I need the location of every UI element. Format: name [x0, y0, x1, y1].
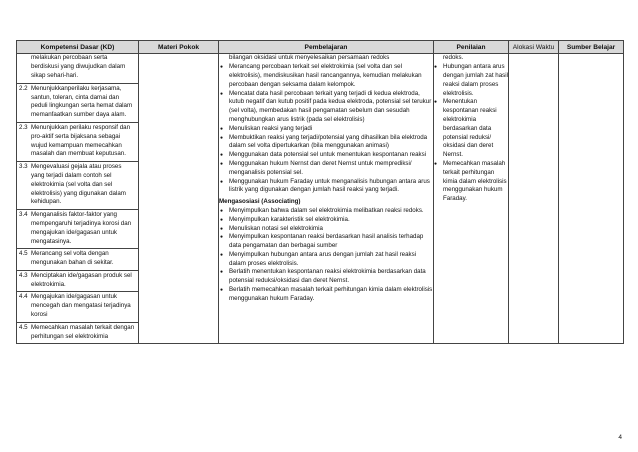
kd-item: 3.4 Menganalisis faktor-faktor yang mempengaruhi terjadinya korosi dan mengajukan ide/gagasan untuk mengatasinya.: [17, 210, 138, 249]
asosiasi-bullet: ● Menyimpulkan bahwa dalam sel elektrokimia melibatkan reaksi redoks.: [219, 207, 433, 216]
penilaian-column: [434, 54, 509, 344]
asosiasi-bullet: ● Berlatih memecahkan masalah terkait perhitungan kimia dalam elektrolisis menggunakan hukum Faraday.: [219, 286, 433, 304]
header-sumber-belajar: Sumber Belajar: [559, 41, 624, 54]
section-heading-mengasosiasi: Mengasosiasi (Associating): [219, 198, 301, 206]
header-materi-pokok: Materi Pokok: [139, 41, 219, 54]
kd-item: 4.5 Memecahkan masalah terkait dengan perhitungan sel elektrokimia: [19, 323, 135, 340]
header-penilaian: Penilaian: [434, 41, 509, 54]
sumber-belajar-column: [559, 54, 624, 344]
header-alokasi-waktu: Alokasi Waktu: [509, 41, 559, 54]
kd-item: 4.5 Merancang sel volta dengan mengunakan bahan di sekitar.: [17, 249, 138, 271]
kd-item: 4.3 Menciptakan ide/gagasan produk sel elektrokimia.: [17, 271, 138, 293]
pembelajaran-bullet: ● Menggunakan hukum Faraday untuk menganalisis hubungan antara arus listrik yang digunakan dengan jumlah hasil reaksi yang terjadi.: [219, 178, 433, 196]
penilaian-bullet: ● Memecahkan masalah terkait perhitungan kimia dalam elektrolisis menggunakan hukum Faraday.: [434, 160, 508, 204]
materi-pokok-column: [139, 54, 219, 344]
syllabus-table: [16, 40, 624, 344]
pembelajaran-bullet: ● Merancang percobaan terkait sel elektrokimia (sel volta dan sel elektrolisis), mendiskusikan hasil rancangannya, kemudian melakukan percobaan dengan seksama dalam kelompok.: [219, 63, 433, 89]
kd-item: 2.2 Menunjukkanperilaku kerjasama, santun, toleran, cinta damai dan peduli lingkungan serta hemat dalam memanfaatkan sumber daya alam.: [17, 84, 138, 123]
kd-column: [17, 54, 139, 344]
pembelajaran-column: [219, 54, 434, 344]
pembelajaran-bullet: ● Menggunakan data potensial sel untuk menentukan kespontanan reaksi: [219, 151, 433, 160]
kd-continuation: melakukan percobaan serta berdiskusi yang diwujudkan dalam sikap sehari-hari.: [17, 54, 138, 83]
pembelajaran-bullet: ● Membuktikan reaksi yang terjadi/potensial yang dihasilkan bila elektroda dalam sel volta dipertukarkan (bila menggunakan animasi): [219, 134, 433, 152]
penilaian-bullet: ● Hubungan antara arus dengan jumlah zat hasil reaksi dalam proses elektrolisis.: [434, 63, 508, 98]
penilaian-continuation: redoks.: [443, 54, 464, 62]
pembelajaran-continuation: bilangan oksidasi untuk menyelesaikan persamaan redoks: [229, 54, 390, 62]
kd-item: 2.3 Menunjukkan perilaku responsif dan pro-aktif serta bijaksana sebagai wujud kemampuan memecahkan masalah dan membuat keputusan.: [17, 123, 138, 162]
header-pembelajaran: Pembelajaran: [219, 41, 434, 54]
asosiasi-bullet: ● Menyimpulkan kespontanan reaksi berdasarkan hasil analisis terhadap data pengamatan dan berbagai sumber: [219, 233, 433, 251]
pembelajaran-bullet: ● Mencatat data hasil percobaan terkait yang terjadi di kedua elektroda, kutub negatif dan kutub positif pada kedua elektroda, potensial sel terukur (sel volta), membedakan hasil pengamatan sebelum dan sesudah menghubungkan arus listrik (pada sel elektrolisis): [219, 90, 433, 125]
asosiasi-bullet: ● Berlatih menentukan kespontanan reaksi elektrokimia berdasarkan data potensial reduksi/oksidasi dan deret Nernst.: [219, 268, 433, 286]
pembelajaran-bullet: ● Menuliskan reaksi yang terjadi: [219, 125, 433, 134]
pembelajaran-bullet: ● Menggunakan hukum Nernst dan deret Nernst untuk memprediksi/ menganalisis potensial sel.: [219, 160, 433, 178]
asosiasi-bullet: ● Menuliskan notasi sel elektrokimia: [219, 225, 433, 234]
asosiasi-bullet: ● Menyimpulkan hubungan antara arus dengan jumlah zat hasil reaksi dalam proses elektrolisis.: [219, 251, 433, 269]
kd-item: 3.3 Mengevaluasi gejala atau proses yang terjadi dalam contoh sel elektrokimia (sel volta dan sel elektrolisis) yang digunakan dalam kehidupan.: [17, 162, 138, 210]
page-number: 4: [618, 434, 622, 441]
alokasi-waktu-column: [509, 54, 559, 344]
kd-item: 4.4 Mengajukan ide/gagasan untuk mencegah dan mengatasi terjadinya korosi: [17, 292, 138, 322]
penilaian-bullet: ● Menentukan kespontanan reaksi elektrokimia berdasarkan data potensial reduksi/ oksidasi dan deret Nernst.: [434, 98, 508, 160]
header-kompetensi-dasar: Kompetensi Dasar (KD): [17, 41, 139, 54]
asosiasi-bullet: ● Menyimpulkan karakteristik sel elektrokimia.: [219, 216, 433, 225]
table-header-row: [17, 41, 624, 54]
table-body-row: [17, 54, 624, 344]
